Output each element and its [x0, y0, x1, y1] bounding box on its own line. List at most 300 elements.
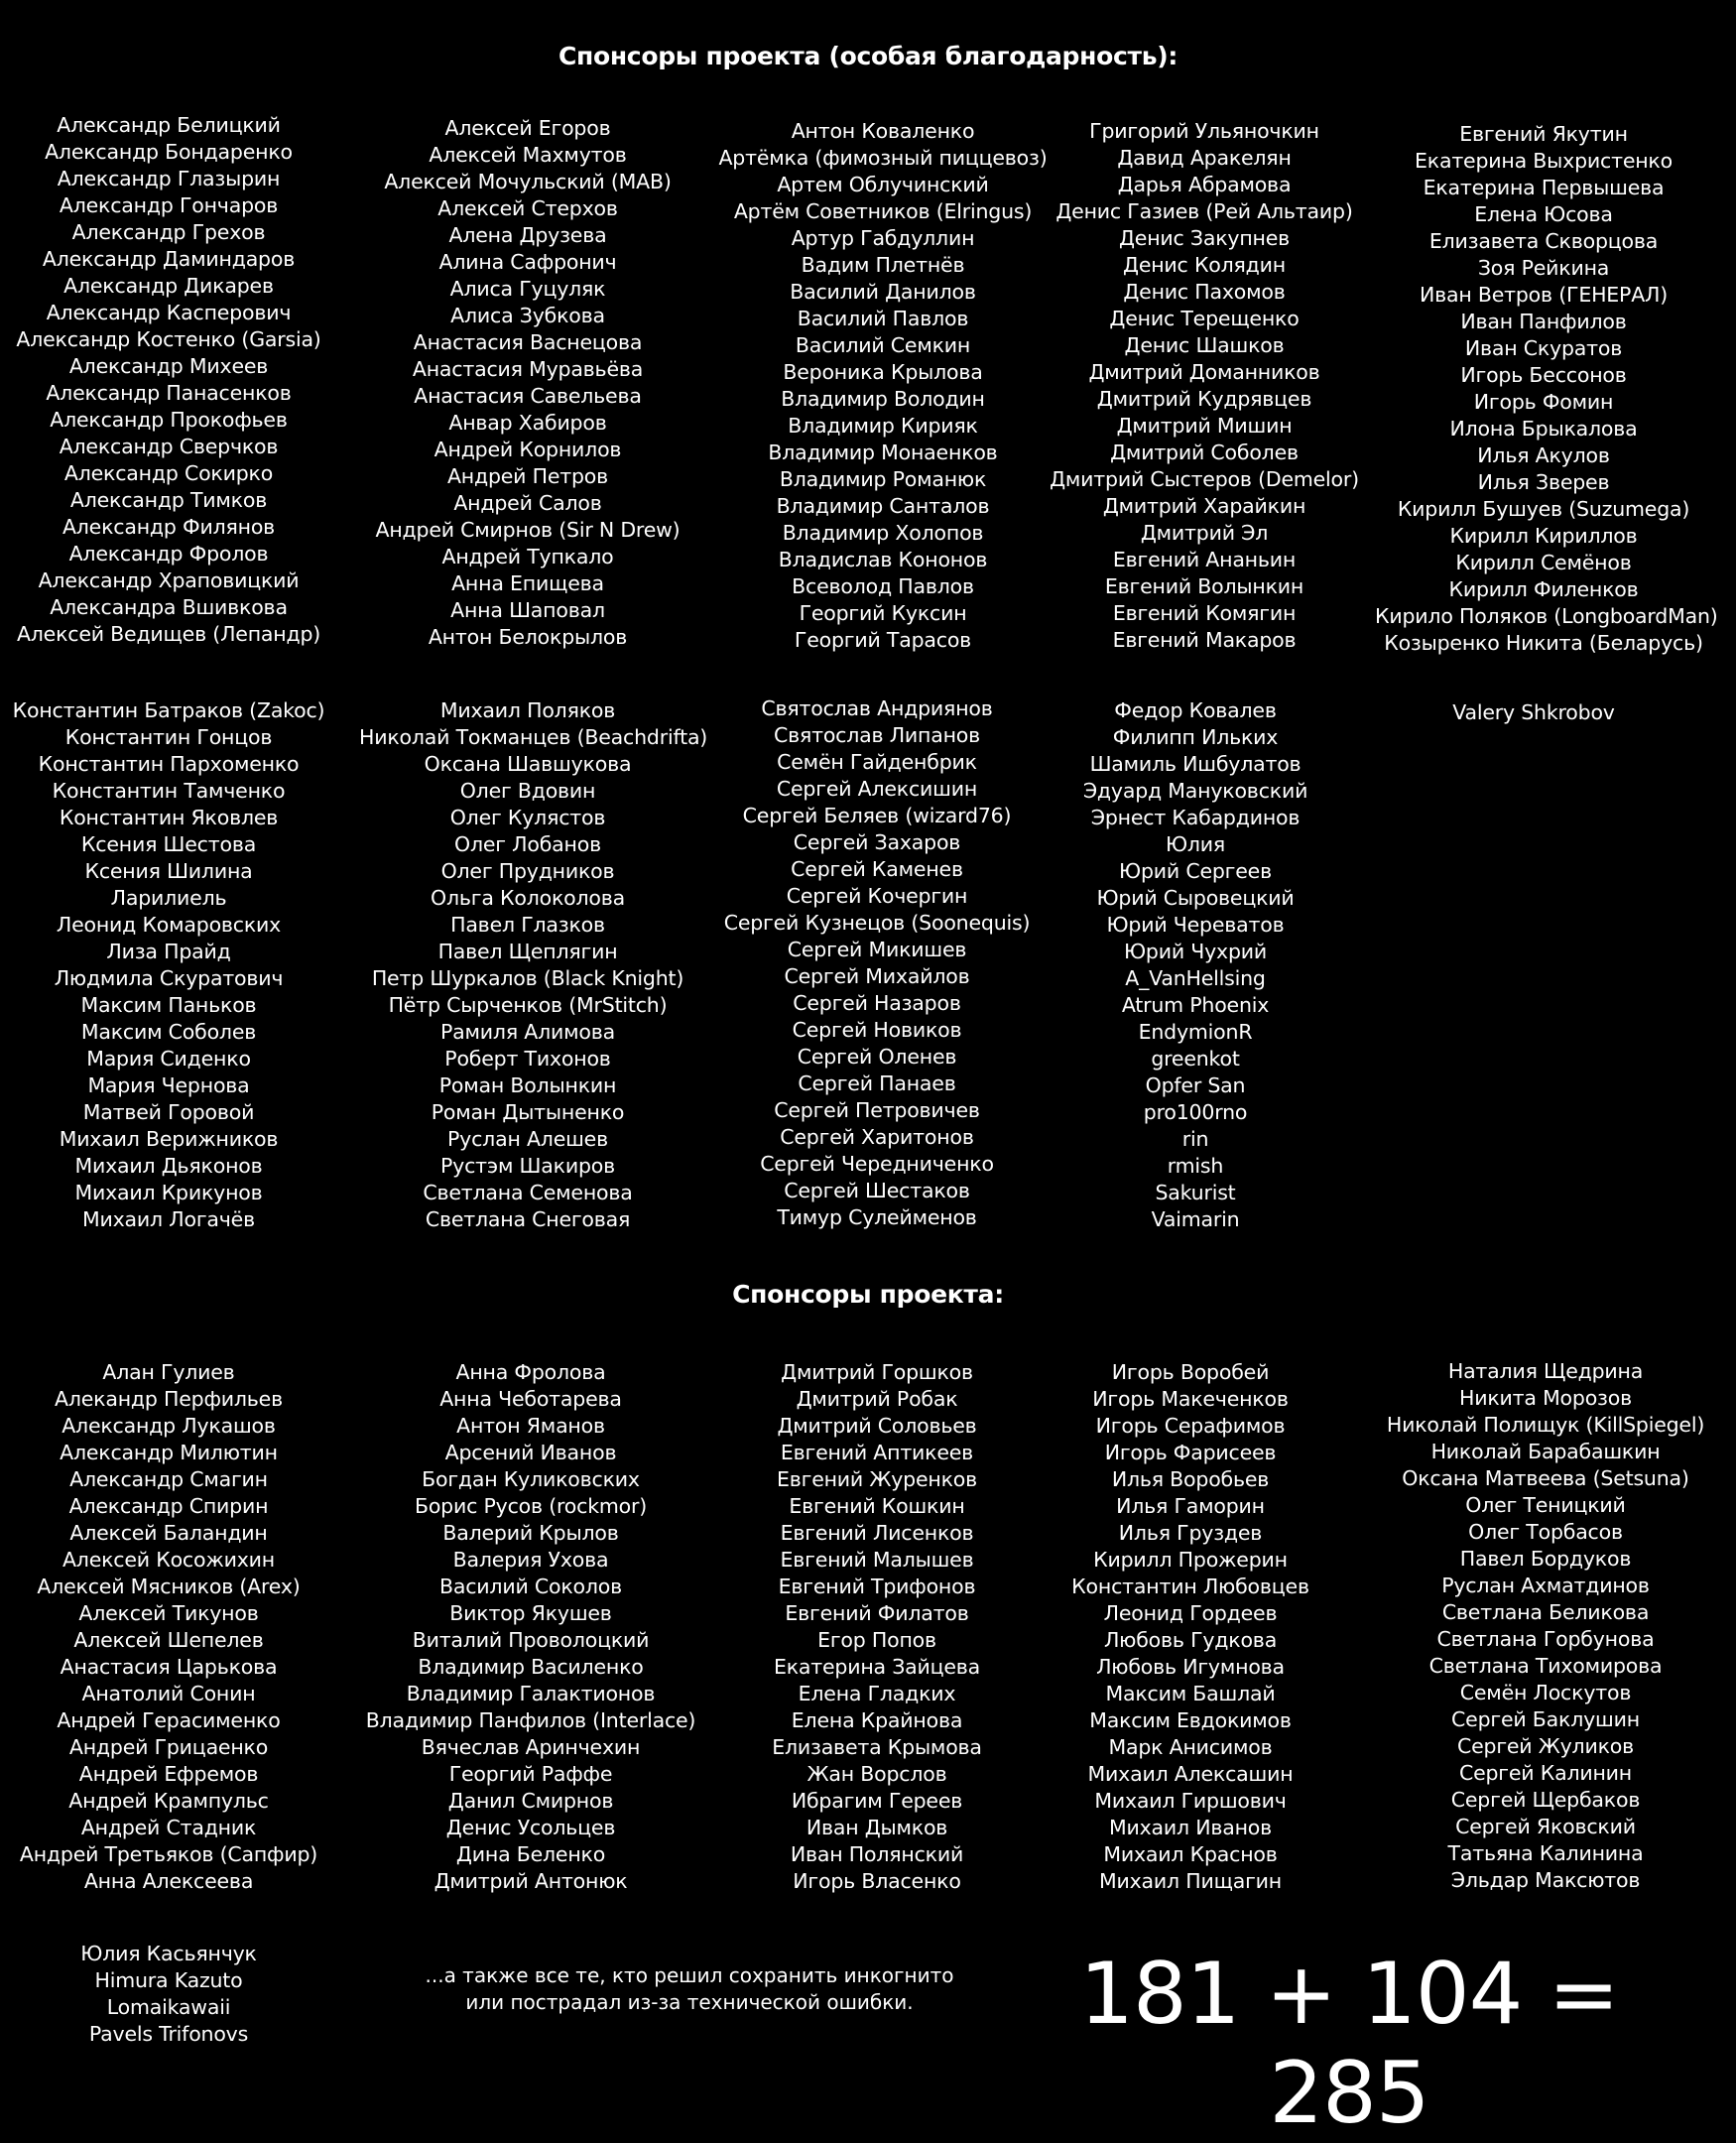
sponsor-name: Борис Русов (rockmor)	[414, 1494, 648, 1518]
sponsor-name: Андрей Третьяков (Сапфир)	[19, 1842, 318, 1866]
sponsor-name: Николай Барабашкин	[1430, 1440, 1661, 1463]
sponsor-name: Михаил Логачёв	[82, 1207, 255, 1231]
sponsor-name: Александр Бондаренко	[45, 140, 293, 164]
sponsor-name: Егор Попов	[817, 1628, 936, 1652]
sponsor-name: Виталий Проволоцкий	[412, 1628, 650, 1652]
sponsor-name: Евгений Лисенков	[780, 1521, 974, 1545]
sponsor-name: Анна Шаповал	[450, 598, 605, 622]
sponsor-name: Игорь Серафимов	[1095, 1414, 1286, 1438]
sponsor-name: Светлана Семенова	[423, 1181, 633, 1204]
sponsor-name: Александр Михеев	[68, 354, 269, 378]
sponsor-name: Михаил Пищагин	[1099, 1869, 1282, 1893]
sponsor-name: Антон Коваленко	[791, 119, 975, 143]
special-column-5	[1375, 121, 1718, 657]
sponsor-name: Тимур Сулейменов	[777, 1205, 977, 1229]
sponsor-name: Эльдар Максютов	[1450, 1868, 1641, 1892]
sponsor-name: Георгий Куксин	[799, 601, 967, 625]
sponsor-name: Игорь Власенко	[793, 1869, 961, 1893]
sponsor-name: Мария Сиденко	[86, 1047, 251, 1071]
sponsor-name: Леонид Комаровских	[56, 913, 282, 937]
sponsor-name: Анастасия Царькова	[60, 1655, 278, 1679]
sponsor-name: Сергей Харитонов	[780, 1125, 974, 1149]
sponsor-name: Дмитрий Робак	[796, 1387, 958, 1411]
sponsor-name: Денис Шашков	[1124, 333, 1285, 357]
sponsor-name: Анна Епищева	[451, 571, 604, 595]
sponsor-name: Рамиля Алимова	[440, 1020, 615, 1044]
sponsor-name: Денис Колядин	[1123, 253, 1286, 277]
sponsor-name: A_VanHellsing	[1125, 966, 1266, 990]
sponsor-name: Павел Щеплягин	[437, 940, 618, 963]
sponsor-name: Валерия Ухова	[452, 1548, 609, 1572]
sponsor-name: Вячеслав Аринчехин	[421, 1735, 641, 1759]
sponsor-name: Евгений Ананьин	[1112, 548, 1297, 571]
sponsor-name: rmish	[1167, 1154, 1224, 1178]
sponsor-name: Дмитрий Эл	[1140, 521, 1269, 545]
sponsor-name: Елизавета Скворцова	[1428, 229, 1659, 253]
sponsor-name: Алексей Стерхов	[437, 196, 618, 220]
sponsor-name: Эрнест Кабардинов	[1090, 806, 1301, 829]
sponsor-name: Екатерина Выхристенко	[1415, 149, 1673, 173]
sponsor-name: rin	[1181, 1127, 1209, 1151]
sponsor-name: Матвей Горовой	[82, 1100, 255, 1124]
sponsor-name: Любовь Игумнова	[1096, 1655, 1285, 1679]
sponsor-name: Антон Белокрылов	[428, 625, 628, 649]
sponsor-name: Кирилл Кириллов	[1449, 524, 1638, 548]
sponsor-name: Виктор Якушев	[449, 1601, 612, 1625]
sponsor-name: Павел Глазков	[450, 913, 605, 937]
sponsor-name: Данил Смирнов	[447, 1789, 614, 1813]
sponsor-name: Анастасия Васнецова	[413, 330, 643, 354]
sponsor-name: Дмитрий Горшков	[781, 1360, 973, 1384]
sponsor-name: Федор Ковалев	[1114, 698, 1277, 722]
sponsor-name: Андрей Петров	[446, 464, 609, 488]
sponsor-name: Александр Смагин	[69, 1467, 268, 1491]
incognito-footnote	[417, 1962, 962, 2016]
footnote-line-1: ...а также все те, кто решил сохранить инкогнито	[425, 1963, 954, 1987]
sponsor-name: Евгений Малышев	[780, 1548, 974, 1572]
sponsor-name: Сергей Жуликов	[1456, 1734, 1634, 1758]
sponsor-name: Алексей Мясников (Arex)	[37, 1575, 301, 1598]
sponsor-name: Алексей Махмутов	[429, 143, 627, 167]
sponsor-name: Алиса Гуцуляк	[449, 277, 606, 301]
sponsor-name: Евгений Аптикеев	[780, 1441, 974, 1464]
regular-column-5	[1377, 1358, 1714, 1894]
sponsor-name: Алексей Ведищев (Лепандр)	[16, 622, 321, 646]
special-sponsors-title: Спонсоры проекта (особая благодарность):	[558, 42, 1178, 70]
sponsor-name: Владимир Панфилов (Interlace)	[365, 1708, 696, 1732]
special-column-3	[714, 118, 1052, 654]
sponsor-name: Григорий Ульяночкин	[1089, 119, 1319, 143]
sponsor-name: Кирилл Филенков	[1448, 577, 1639, 601]
sponsor-name: Алексей Мочульский (MAB)	[384, 170, 672, 193]
sponsor-name: Святослав Липанов	[773, 723, 981, 747]
sponsor-name: Александр Сокирко	[63, 461, 274, 485]
sponsor-name: Константин Яковлев	[59, 806, 279, 829]
sponsor-name: Михаил Дьяконов	[74, 1154, 263, 1178]
sponsor-name: Сергей Микишев	[787, 938, 967, 961]
sponsor-name: Роман Дытыненко	[431, 1100, 625, 1124]
sponsor-name: Владимир Василенко	[418, 1655, 644, 1679]
sponsor-name: Александр Белицкий	[57, 113, 281, 137]
sponsor-name: Илья Воробьев	[1111, 1467, 1270, 1491]
sponsor-name: Дмитрий Харайкин	[1102, 494, 1306, 518]
sponsor-name: Олег Торбасов	[1468, 1520, 1623, 1544]
sponsor-name: Максим Евдокимов	[1089, 1708, 1292, 1732]
footnote-line-2: или пострадал из-за технической ошибки.	[465, 1990, 914, 2014]
sponsor-name: Андрей Корнилов	[434, 438, 622, 461]
sponsor-name: Леонид Гордеев	[1103, 1601, 1278, 1625]
special-column-4	[1036, 118, 1373, 654]
sponsor-name: Любовь Гудкова	[1103, 1628, 1278, 1652]
sponsor-name: Алина Сафронич	[438, 250, 617, 274]
sponsor-name: Сергей Калинин	[1458, 1761, 1633, 1785]
regular-column-4	[1022, 1359, 1359, 1895]
sponsor-name: Михаил Краснов	[1103, 1842, 1278, 1866]
sponsor-name: Елена Юсова	[1474, 202, 1613, 226]
sponsor-name: Давид Аракелян	[1117, 146, 1292, 170]
sponsor-name: Александр Милютин	[60, 1441, 278, 1464]
sponsor-name: Олег Прудников	[440, 859, 615, 883]
sponsor-name: Pavels Trifonovs	[88, 2022, 249, 2046]
sponsor-name: Сергей Панаев	[798, 1072, 956, 1095]
special-column-9	[1027, 697, 1364, 1233]
sponsor-name: Иван Скуратов	[1464, 336, 1623, 360]
sponsor-name: Сергей Оленев	[797, 1045, 957, 1069]
regular-column-1	[0, 1359, 337, 1895]
sponsor-name: Евгений Волынкин	[1104, 574, 1304, 598]
regular-column-2	[362, 1359, 699, 1895]
sponsor-name: Дмитрий Соловьев	[777, 1414, 977, 1438]
sponsor-name: Владимир Володин	[781, 387, 985, 411]
regular-column-3	[708, 1359, 1046, 1895]
sponsor-name: Александр Дикарев	[63, 274, 274, 298]
sponsor-name: Opfer San	[1145, 1073, 1246, 1097]
sponsor-name: Владимир Холопов	[782, 521, 984, 545]
sponsor-name: Антон Яманов	[456, 1414, 605, 1438]
special-column-2	[359, 115, 696, 651]
sponsor-name: Павел Бордуков	[1459, 1547, 1632, 1571]
sponsor-name: Владислав Кононов	[778, 548, 988, 571]
sponsor-name: Арсений Иванов	[444, 1441, 617, 1464]
sponsor-name: Valery Shkrobov	[1452, 700, 1615, 724]
sponsor-name: Сергей Алексишин	[776, 777, 978, 801]
sponsor-name: Анна Алексеева	[83, 1869, 254, 1893]
sponsor-name: Алексей Баландин	[69, 1521, 268, 1545]
sponsor-name: Ксения Шилина	[84, 859, 253, 883]
sponsor-name: Илья Зверев	[1477, 470, 1610, 494]
sponsor-name: Рустэм Шакиров	[440, 1154, 615, 1178]
sponsor-name: Елена Крайнова	[791, 1708, 963, 1732]
sponsor-name: Лиза Прайд	[106, 940, 231, 963]
sponsor-name: Анастасия Муравьёва	[412, 357, 644, 381]
sponsor-name: Анна Фролова	[455, 1360, 606, 1384]
sponsor-name: Игорь Макеченков	[1092, 1387, 1289, 1411]
sponsor-name: Himura Kazuto	[94, 1968, 243, 1992]
sponsor-name: Дмитрий Сыстеров (Demelor)	[1050, 467, 1359, 491]
sponsor-name: Евгений Журенков	[776, 1467, 978, 1491]
sponsor-name: Дарья Абрамова	[1117, 173, 1292, 196]
sponsor-name: Алексей Косожихин	[62, 1548, 275, 1572]
sponsor-name: Sakurist	[1155, 1181, 1236, 1204]
sponsor-name: Александр Панасенков	[46, 381, 292, 405]
sponsor-name: Михаил Иванов	[1108, 1816, 1273, 1839]
sponsor-name: Сергей Каменев	[791, 857, 963, 881]
sponsor-name: Александр Спирин	[68, 1494, 269, 1518]
sponsor-name: Никита Морозов	[1459, 1386, 1632, 1410]
sponsor-name: Николай Полищук (KillSpiegel)	[1386, 1413, 1705, 1437]
sponsor-name: Иван Панфилов	[1460, 310, 1627, 333]
sponsor-name: Ларилиель	[110, 886, 227, 910]
sponsor-name: Игорь Бессонов	[1460, 363, 1627, 387]
sponsor-name: Роберт Тихонов	[444, 1047, 611, 1071]
sponsor-name: Александр Филянов	[62, 515, 276, 539]
sponsor-name: Андрей Крампульс	[68, 1789, 269, 1813]
sponsor-name: Оксана Шавшукова	[424, 752, 632, 776]
sponsor-name: Илона Брыкалова	[1449, 417, 1638, 441]
sponsor-name: Богдан Куликовских	[422, 1467, 640, 1491]
sponsor-name: Александр Тимков	[69, 488, 268, 512]
sponsor-name: Илья Гаморин	[1116, 1494, 1265, 1518]
sponsor-name: Андрей Ефремов	[78, 1762, 259, 1786]
sponsor-name: Козыренко Никита (Беларусь)	[1384, 631, 1703, 655]
special-column-10	[1365, 699, 1702, 726]
sponsor-name: Сергей Новиков	[792, 1018, 962, 1042]
sponsor-name: Елизавета Крымова	[772, 1735, 982, 1759]
sponsor-name: Семён Гайденбрик	[777, 750, 977, 774]
sponsor-name: Денис Газиев (Рей Альтаир)	[1055, 199, 1353, 223]
sponsor-name: Анастасия Савельева	[414, 384, 642, 408]
sponsor-name: Игорь Воробей	[1111, 1360, 1270, 1384]
sponsor-name: Ксения Шестова	[80, 832, 257, 856]
sponsor-name: Кирило Поляков (LongboardMan)	[1375, 604, 1718, 628]
sponsor-name: Дмитрий Мишин	[1116, 414, 1293, 438]
sponsor-name: Денис Усольцев	[445, 1816, 616, 1839]
sponsor-name: Жан Ворслов	[806, 1762, 947, 1786]
sponsor-name: Юрий Сыровецкий	[1096, 886, 1295, 910]
sponsor-name: Кирилл Семёнов	[1455, 551, 1632, 574]
sponsor-name: Александр Даминдаров	[42, 247, 296, 271]
sponsor-name: Илья Груздев	[1118, 1521, 1263, 1545]
sponsor-name: Евгений Филатов	[785, 1601, 969, 1625]
sponsor-name: Олег Вдовин	[459, 779, 596, 803]
sponsor-name: Руслан Ахматдинов	[1441, 1574, 1650, 1597]
sponsor-name: Александр Грехов	[71, 220, 266, 244]
sponsor-name: Иван Ветров (ГЕНЕРАЛ)	[1419, 283, 1669, 307]
sponsor-name: Сергей Беляев (wizard76)	[742, 804, 1012, 827]
sponsor-name: Евгений Кошкин	[789, 1494, 965, 1518]
sponsor-name: Lomaikawaii	[106, 1995, 231, 2019]
sponsor-name: Михаил Алексашин	[1087, 1762, 1294, 1786]
sponsor-name: Денис Закупнев	[1118, 226, 1291, 250]
sponsor-name: Александр Храповицкий	[38, 568, 300, 592]
sponsor-name: Дмитрий Антонюк	[434, 1869, 628, 1893]
sponsor-name: Людмила Скуратович	[54, 966, 284, 990]
sponsor-name: Игорь Фомин	[1473, 390, 1614, 414]
special-column-1	[0, 112, 337, 648]
sponsor-name: Михаил Гиршович	[1094, 1789, 1287, 1813]
sponsor-name: Олег Лобанов	[454, 832, 601, 856]
sponsor-name: Сергей Кочергин	[786, 884, 968, 908]
sponsor-name: Екатерина Зайцева	[773, 1655, 981, 1679]
sponsor-name: Константин Любовцев	[1071, 1575, 1309, 1598]
sponsor-name: Всеволод Павлов	[792, 574, 974, 598]
sponsor-name: Сергей Кузнецов (Soonequis)	[723, 911, 1031, 935]
sponsor-name: Артем Облучинский	[777, 173, 989, 196]
sponsor-name: Петр Шуркалов (Black Knight)	[371, 966, 684, 990]
sponsor-name: Vaimarin	[1151, 1207, 1240, 1231]
sponsor-name: Максим Башлай	[1105, 1682, 1276, 1705]
sponsor-name: Юрий Чухрий	[1123, 940, 1268, 963]
sponsor-name: Николай Токманцев (Beachdrifta)	[359, 725, 708, 749]
sponsor-name: Александр Глазырин	[57, 167, 281, 190]
sponsor-name: Сергей Назаров	[793, 991, 961, 1015]
sponsor-name: Василий Семкин	[795, 333, 971, 357]
sponsor-name: Илья Акулов	[1477, 443, 1610, 467]
sponsor-name: Алиса Зубкова	[450, 304, 605, 327]
sponsor-name: Сергей Петровичев	[774, 1098, 980, 1122]
sponsor-name: Константин Батраков (Zakoc)	[12, 698, 325, 722]
sponsor-name: Дмитрий Кудрявцев	[1096, 387, 1312, 411]
sponsor-name: Пётр Сырченков (MrStitch)	[388, 993, 668, 1017]
sponsor-name: Светлана Тихомирова	[1428, 1654, 1663, 1678]
sponsor-name: Константин Пархоменко	[38, 752, 300, 776]
sponsor-name: Михаил Поляков	[439, 698, 616, 722]
sponsor-name: Евгений Комягин	[1112, 601, 1297, 625]
sponsor-name: Владимир Монаенков	[768, 441, 998, 464]
sponsor-name: Сергей Щербаков	[1450, 1788, 1641, 1812]
sponsor-name: Юрий Сергеев	[1119, 859, 1272, 883]
sponsor-name: Наталия Щедрина	[1447, 1359, 1644, 1383]
sponsor-name: Руслан Алешев	[447, 1127, 608, 1151]
sponsor-name: Шамиль Ишбулатов	[1089, 752, 1302, 776]
sponsor-name: Оксана Матвеева (Setsuna)	[1402, 1466, 1689, 1490]
sponsor-name: Евгений Якутин	[1459, 122, 1628, 146]
sponsor-name: Артёмка (фимозный пиццевоз)	[718, 146, 1048, 170]
sponsor-name: Алексей Егоров	[444, 116, 611, 140]
sponsor-name: Александр Фролов	[68, 542, 269, 566]
sponsor-name: Ольга Колоколова	[431, 886, 625, 910]
sponsor-name: Евгений Трифонов	[778, 1575, 976, 1598]
sponsor-name: Андрей Герасименко	[57, 1708, 281, 1732]
sponsor-name: Сергей Захаров	[793, 830, 961, 854]
sponsor-name: Анна Чеботарева	[439, 1387, 622, 1411]
sponsor-name: Светлана Горбунова	[1436, 1627, 1655, 1651]
sponsor-name: Сергей Чередниченко	[760, 1152, 994, 1176]
sponsor-name: Анатолий Сонин	[81, 1682, 256, 1705]
special-column-7	[359, 697, 708, 1233]
sponsor-name: Владимир Галактионов	[406, 1682, 656, 1705]
sponsor-name: Андрей Салов	[453, 491, 602, 515]
sponsor-name: Александра Вшивкова	[50, 595, 288, 619]
sponsor-name: Вероника Крылова	[783, 360, 983, 384]
sponsor-name: Александр Лукашов	[62, 1414, 276, 1438]
sponsor-name: pro100rno	[1143, 1100, 1248, 1124]
sponsor-name: Юлия Касьянчук	[80, 1942, 257, 1965]
sponsor-name: greenkot	[1151, 1047, 1240, 1071]
sponsor-name: Александр Касперович	[46, 301, 292, 324]
sponsor-name: Максим Соболев	[80, 1020, 257, 1044]
sponsor-name: Андрей Тупкало	[441, 545, 614, 568]
sponsor-name: Филипп Ильких	[1112, 725, 1279, 749]
sponsor-name: Дмитрий Доманников	[1088, 360, 1320, 384]
sponsor-name: Atrum Phoenix	[1121, 993, 1270, 1017]
sponsor-name: Елена Гладких	[798, 1682, 956, 1705]
sponsor-name: Владимир Санталов	[776, 494, 990, 518]
sponsor-name: Сергей Шестаков	[784, 1179, 970, 1202]
sponsor-name: Алан Гулиев	[102, 1360, 235, 1384]
sponsor-name: Сергей Михайлов	[784, 964, 970, 988]
sponsor-name: Георгий Раффе	[448, 1762, 613, 1786]
sponsor-name: Артур Габдуллин	[791, 226, 975, 250]
special-column-8	[708, 695, 1046, 1231]
sponsor-name: Дмитрий Соболев	[1110, 441, 1299, 464]
sponsor-name: Вадим Плетнёв	[801, 253, 965, 277]
sponsor-name: Алексей Тикунов	[78, 1601, 259, 1625]
sponsor-name: Андрей Стадник	[80, 1816, 257, 1839]
sponsor-name: Константин Тамченко	[52, 779, 286, 803]
sponsor-name: Дина Беленко	[455, 1842, 606, 1866]
sponsor-name: Михаил Крикунов	[74, 1181, 263, 1204]
sponsor-name: Роман Волынкин	[438, 1073, 617, 1097]
sponsor-name: Владимир Романюк	[779, 467, 987, 491]
sponsor-name: Светлана Снеговая	[425, 1207, 631, 1231]
sponsor-name: Максим Паньков	[80, 993, 257, 1017]
sponsor-name: Олег Кулястов	[449, 806, 606, 829]
sponsor-name: Георгий Тарасов	[794, 628, 972, 652]
sponsor-name: Олег Теницкий	[1465, 1493, 1626, 1517]
sponsor-name: Константин Гонцов	[64, 725, 273, 749]
sponsor-name: Светлана Беликова	[1441, 1600, 1650, 1624]
sponsor-name: Сергей Баклушин	[1451, 1707, 1640, 1731]
sponsor-name: Андрей Грицаенко	[68, 1735, 269, 1759]
sponsor-name: Михаил Верижников	[59, 1127, 279, 1151]
sponsor-name: Алексей Шепелев	[73, 1628, 264, 1652]
sponsor-name: Игорь Фарисеев	[1104, 1441, 1277, 1464]
regular-column-6	[0, 1941, 337, 2048]
sponsor-name: Святослав Андриянов	[761, 696, 993, 720]
sponsor-name: Василий Павлов	[797, 307, 969, 330]
sponsor-name: Евгений Макаров	[1112, 628, 1297, 652]
sponsor-name: Андрей Смирнов (Sir N Drew)	[375, 518, 681, 542]
sponsor-name: Екатерина Первышева	[1423, 176, 1665, 199]
sponsor-total: 181 + 104 = 285	[1079, 1945, 1619, 2143]
sponsor-name: Татьяна Калинина	[1447, 1841, 1644, 1865]
sponsor-name: Денис Терещенко	[1109, 307, 1300, 330]
sponsor-name: Александр Прокофьев	[50, 408, 288, 432]
sponsor-name: Кирилл Прожерин	[1093, 1548, 1288, 1572]
sponsor-name: Алекандр Перфильев	[55, 1387, 283, 1411]
sponsor-name: Артём Советников (Elringus)	[733, 199, 1033, 223]
sponsor-name: Владимир Кирияк	[788, 414, 978, 438]
sponsor-name: Денис Пахомов	[1123, 280, 1286, 304]
sponsor-name: Кирилл Бушуев (Suzumega)	[1397, 497, 1690, 521]
sponsor-name: Василий Соколов	[439, 1575, 622, 1598]
regular-sponsors-title: Спонсоры проекта:	[732, 1280, 1004, 1309]
sponsor-name: Александр Гончаров	[59, 193, 279, 217]
sponsor-name: Семён Лоскутов	[1459, 1681, 1632, 1704]
sponsor-name: Мария Чернова	[87, 1073, 250, 1097]
special-column-6	[0, 697, 337, 1233]
sponsor-name: Валерий Крылов	[442, 1521, 619, 1545]
sponsor-name: Александр Костенко (Garsia)	[16, 327, 321, 351]
sponsor-name: Марк Анисимов	[1108, 1735, 1273, 1759]
sponsor-name: Эдуард Мануковский	[1082, 779, 1308, 803]
sponsor-name: Зоя Рейкина	[1477, 256, 1610, 280]
sponsor-name: Юлия	[1165, 832, 1226, 856]
sponsor-name: Алена Друзева	[448, 223, 607, 247]
sponsor-name: Иван Полянский	[790, 1842, 964, 1866]
sponsor-name: Александр Сверчков	[59, 435, 279, 458]
